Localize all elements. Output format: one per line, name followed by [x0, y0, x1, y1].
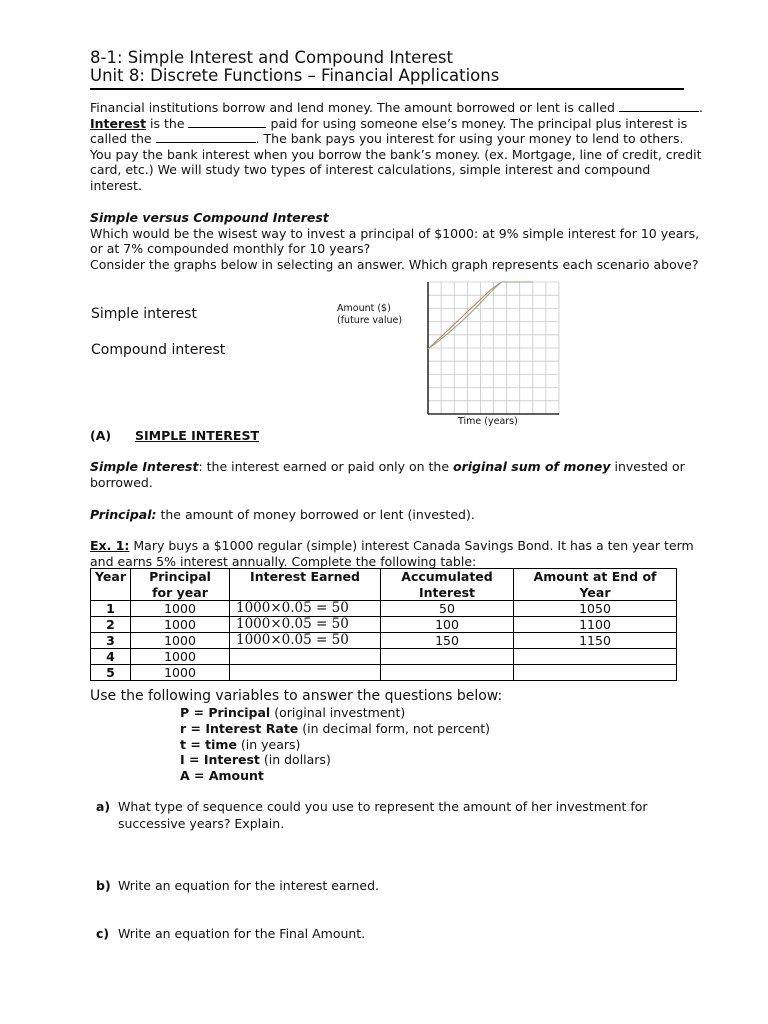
intro-line-5: card, etc.) We will study two types of interest calculations, simple interest and compound: [90, 162, 651, 178]
table-cell: 1000×0.05 = 50: [230, 633, 381, 649]
variables-intro: Use the following variables to answer the questions below:: [90, 688, 503, 704]
interest-table: [90, 568, 677, 681]
question-line-3: Consider the graphs below in selecting an answer. Which graph represents each scenario above?: [90, 256, 699, 272]
table-cell: 1000×0.05 = 50: [230, 601, 381, 617]
table-cell: 4: [91, 649, 131, 665]
table-cell: 2: [91, 617, 131, 633]
principal-definition: Principal: the amount of money borrowed or lent (invested).: [90, 507, 475, 522]
table-cell: 1000: [131, 601, 230, 617]
table-cell: [381, 649, 514, 665]
simple-interest-definition: Simple Interest: the interest earned or paid only on the original sum of money invested or borrowed.: [90, 459, 685, 490]
question-line-1: Which would be the wisest way to invest a principal of $1000: at 9% simple interest for 10 years,: [90, 225, 700, 241]
variable-item: I = Interest (in dollars): [180, 752, 331, 768]
table-cell: 150: [381, 633, 514, 649]
intro-paragraph: [90, 100, 703, 194]
variable-item: t = time (in years): [180, 736, 301, 752]
question-b: b) Write an equation for the interest earned.: [96, 878, 380, 893]
variable-item: r = Interest Rate (in decimal form, not percent): [180, 720, 491, 736]
table-cell: 1: [91, 601, 131, 617]
blank-borrowed-lent: [619, 100, 699, 112]
blank-called: [156, 131, 256, 143]
example-label: Ex. 1:: [90, 538, 130, 553]
table-row: [91, 617, 677, 633]
table-cell: [230, 649, 381, 665]
table-cell: 1100: [514, 617, 677, 633]
table-header-cell: Year: [91, 569, 131, 601]
table-header-row: [91, 569, 677, 601]
table-cell: 1000×0.05 = 50: [230, 617, 381, 633]
page-title: 8-1: Simple Interest and Compound Interest: [90, 48, 453, 67]
table-row: [91, 633, 677, 649]
question-line-2: or at 7% compounded monthly for 10 years?: [90, 241, 371, 257]
table-cell: 3: [91, 633, 131, 649]
table-cell: 1000: [131, 649, 230, 665]
table-cell: [230, 665, 381, 681]
table-header-cell: Accumulated Interest: [381, 569, 514, 601]
intro-line-4: You pay the bank interest when you borrow the bank’s money. (ex. Mortgage, line of credit, credit: [90, 146, 702, 162]
table-cell: [514, 649, 677, 665]
table-cell: 1000: [131, 617, 230, 633]
table-row: [91, 649, 677, 665]
example-1: Ex. 1: Mary buys a $1000 regular (simple) interest Canada Savings Bond. It has a ten year term and earns 5% interest annually. Complete the following table:: [90, 538, 694, 569]
intro-line-6: interest.: [90, 177, 142, 193]
interest-term: Interest: [90, 115, 147, 131]
interest-graph: [420, 280, 565, 420]
intro-line-2: Interest is the paid for using someone else’s money. The principal plus interest is: [90, 115, 688, 131]
simple-vs-compound: [90, 210, 700, 272]
header-rule: [90, 88, 684, 90]
question-a: a) What type of sequence could you use to represent the amount of her investment for successive years? Explain.: [96, 799, 648, 831]
table-cell: 1150: [514, 633, 677, 649]
table-cell: 5: [91, 665, 131, 681]
y-axis-label: Amount ($) (future value): [337, 303, 403, 326]
table-row: [91, 601, 677, 617]
section-heading: Simple versus Compound Interest: [90, 210, 329, 225]
question-c: c) Write an equation for the Final Amount.: [96, 926, 366, 941]
blank-interest: [188, 116, 266, 128]
table-cell: 1000: [131, 633, 230, 649]
section-a-title: SIMPLE INTEREST: [135, 428, 259, 443]
table-cell: 1050: [514, 601, 677, 617]
intro-line-1: Financial institutions borrow and lend money. The amount borrowed or lent is called .: [90, 100, 703, 115]
table-header-cell: Interest Earned: [230, 569, 381, 601]
table-cell: 50: [381, 601, 514, 617]
table-row: [91, 665, 677, 681]
table-cell: [514, 665, 677, 681]
table-cell: 100: [381, 617, 514, 633]
x-axis-label: Time (years): [458, 416, 518, 427]
table-header-cell: Amount at End of Year: [514, 569, 677, 601]
table-cell: 1000: [131, 665, 230, 681]
simple-interest-label: Simple interest: [91, 306, 197, 322]
table-cell: [381, 665, 514, 681]
page-subtitle: Unit 8: Discrete Functions – Financial Applications: [90, 66, 500, 85]
variable-item: A = Amount: [180, 768, 264, 784]
intro-line-3: called the . The bank pays you interest for using your money to lend to others.: [90, 131, 684, 147]
compound-interest-label: Compound interest: [91, 342, 226, 358]
section-a-label: (A): [90, 428, 112, 443]
table-header-cell: Principal for year: [131, 569, 230, 601]
chart-grid: [428, 282, 559, 414]
variable-item: P = Principal (original investment): [180, 705, 406, 720]
